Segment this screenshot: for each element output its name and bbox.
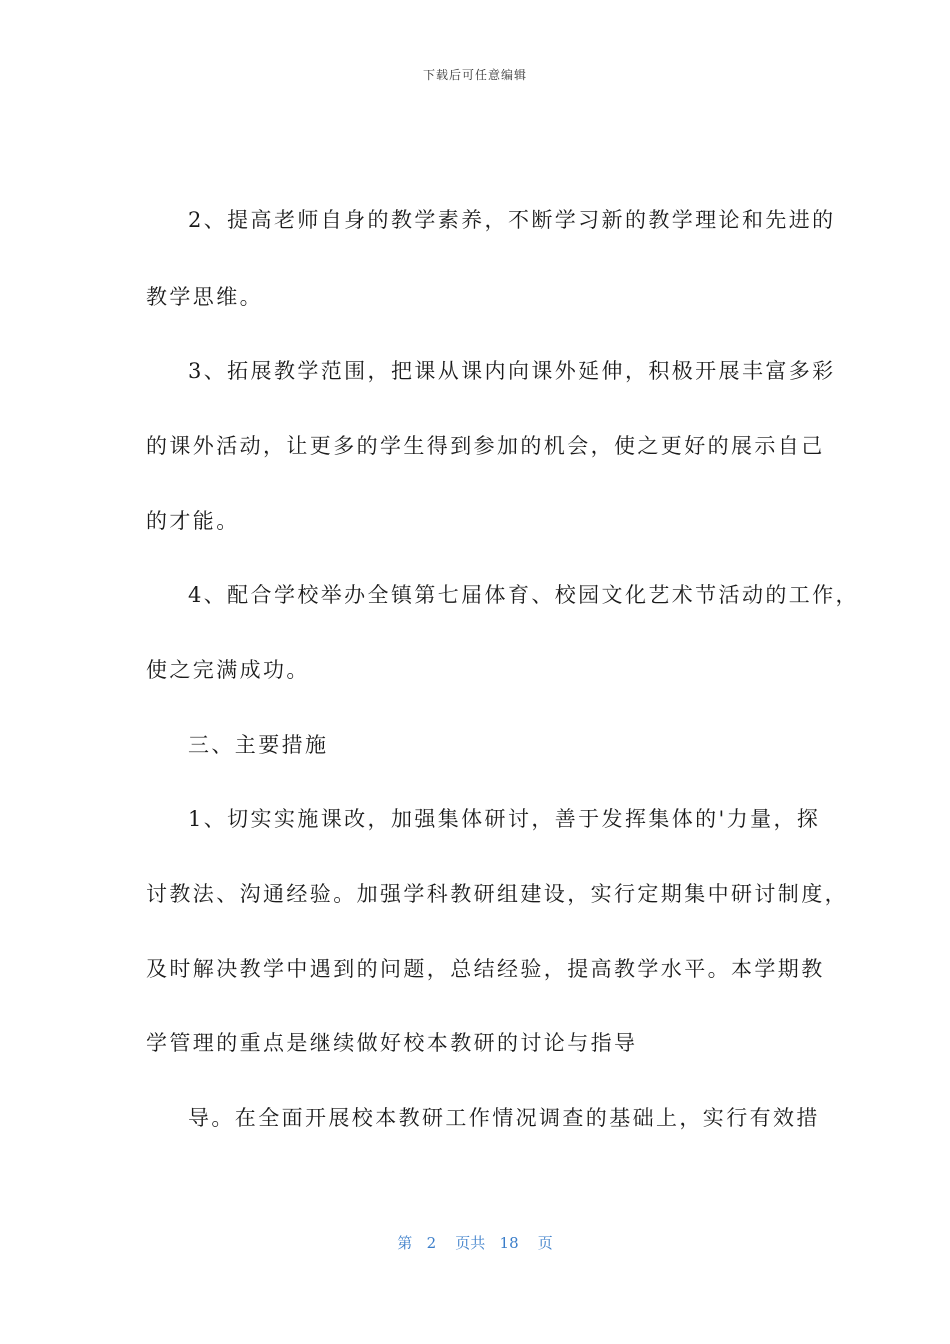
paragraph-line: 4、配合学校举办全镇第七届体育、校园文化艺术节活动的工作， [188, 583, 859, 607]
paragraph-line: 教学思维。 [146, 285, 263, 309]
footer-prefix: 第 [397, 1234, 413, 1252]
footer-total-pages: 18 [499, 1234, 519, 1252]
paragraph-line: 的才能。 [146, 509, 240, 533]
page-footer [0, 1232, 950, 1253]
paragraph-line: 2、提高老师自身的教学素养，不断学习新的教学理论和先进的 [188, 208, 836, 232]
paragraph-line: 学管理的重点是继续做好校本教研的讨论与指导 [146, 1031, 638, 1055]
footer-page-number: 2 [426, 1234, 437, 1252]
footer-middle: 页共 [455, 1234, 486, 1252]
footer-suffix: 页 [537, 1234, 553, 1252]
paragraph-line: 的课外活动，让更多的学生得到参加的机会，使之更好的展示自己 [146, 434, 825, 458]
paragraph-line: 讨教法、沟通经验。加强学科教研组建设，实行定期集中研讨制度， [146, 882, 848, 906]
paragraph-line: 3、拓展教学范围，把课从课内向课外延伸，积极开展丰富多彩 [188, 359, 836, 383]
paragraph-line: 使之完满成功。 [146, 658, 310, 682]
paragraph-line: 1、切实实施课改，加强集体研讨，善于发挥集体的'力量，探 [188, 807, 821, 831]
paragraph-line: 导。在全面开展校本教研工作情况调查的基础上，实行有效措 [188, 1106, 820, 1130]
page-header: 下载后可任意编辑 [422, 68, 527, 82]
paragraph-line: 及时解决教学中遇到的问题，总结经验，提高教学水平。本学期教 [146, 957, 825, 981]
section-heading: 三、主要措施 [188, 733, 329, 757]
